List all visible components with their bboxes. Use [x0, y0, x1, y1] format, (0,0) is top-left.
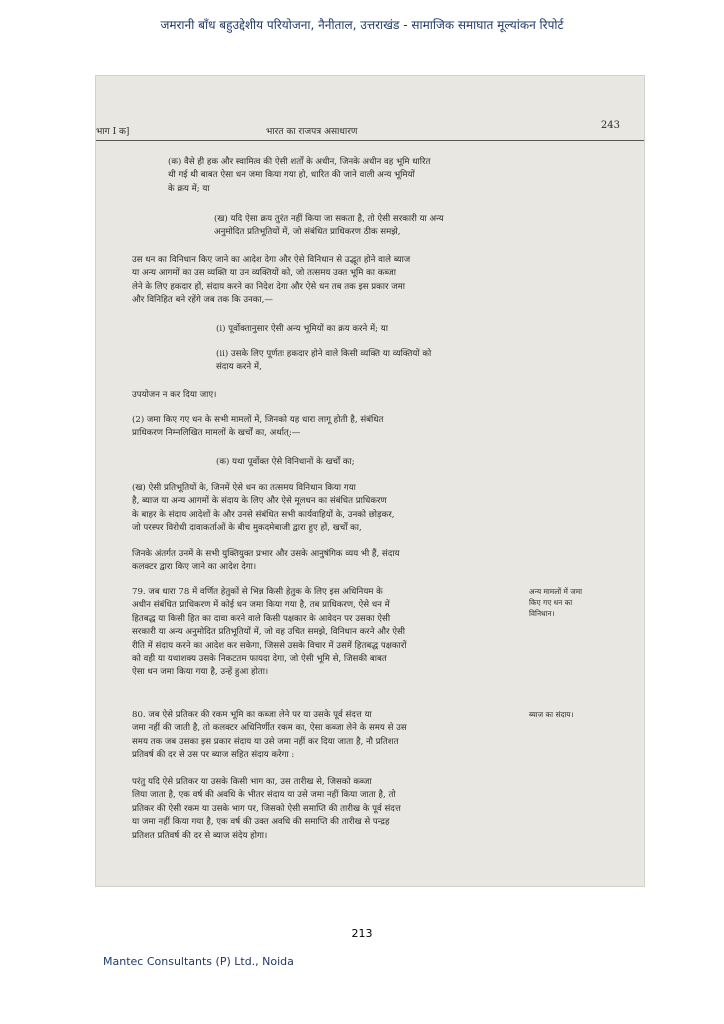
- text-line: है, ब्याज या अन्य आगमों के संदाय के लिए और ऐसे मूलधन का संबंधित प्राधिकरण: [132, 496, 387, 507]
- margin-note-line: किए गए धन का: [529, 598, 573, 607]
- text-line: या जमा नहीं किया गया है, एक वर्ष की उक्त अवधि की समाप्ति की तारीख से पन्द्रह: [132, 817, 390, 828]
- text-line: (ii) उसके लिए पूर्णतः हकदार होने वाले किसी व्यक्ति या व्यक्तियों को: [216, 349, 432, 359]
- text-line: अधीन संबंधित प्राधिकरण में कोई धन जमा किया गया है, तब प्राधिकरण, ऐसे धन में: [132, 600, 390, 611]
- text-line: परंतु यदि ऐसे प्रतिकर या उसके किसी भाग का, उस तारीख से, जिसको कब्जा: [132, 777, 372, 787]
- text-line: प्राधिकरण निम्नलिखित मामलों के खर्चों का, अर्थात्:—: [132, 428, 301, 439]
- text-line: या अन्य आगमों का उस व्यक्ति या उन व्यक्तियों को, जो तत्समय उक्त भूमि का कब्जा: [132, 268, 396, 279]
- text-line: को वही या यथाशक्य उसके निकटतम फायदा देगा, जो ऐसी भूमि से, जिसकी बाबत: [132, 654, 387, 665]
- gazette-page-number: 243: [600, 120, 620, 131]
- gazette-title: भारत का राजपत्र असाधारण: [266, 127, 358, 137]
- text-line: थी गई थी बाबत ऐसा धन जमा किया गया हो, धारित की जाने वाली अन्य भूमियों: [168, 170, 415, 181]
- text-line: (क) वैसे ही हक और स्वामित्व की ऐसी शर्तों के अधीन, जिनके अधीन वह भूमि धारित: [168, 157, 431, 167]
- paragraph-1: [214, 213, 644, 240]
- margin-note-line: विनिधान।: [529, 609, 555, 618]
- text-line: अनुमोदित प्रतिभूतियों में, जो संबंधित प्राधिकरण ठीक समझे,: [214, 227, 401, 238]
- gazette-header: [96, 120, 644, 141]
- margin-note-line: ब्याज का संदाय।: [529, 710, 574, 719]
- text-line: उस धन का विनिधान किए जाने का आदेश देगा और ऐसे विनिधान से उद्भूत होने वाले ब्याज: [132, 255, 411, 265]
- paragraph-2: [132, 254, 562, 308]
- text-line: संदाय करने में,: [216, 362, 262, 373]
- text-line: (2) जमा किए गए धन के सभी मामलों में, जिनको यह धारा लागू होती है, संबंधित: [132, 415, 384, 425]
- paragraph-5: [132, 389, 562, 402]
- text-line: लेने के लिए हकदार हों, संदाय करने का निदेश देगा और ऐसे धन तब तक इस प्रकार जमा: [132, 281, 405, 292]
- paragraph-6: [132, 414, 562, 441]
- text-line: (ख) यदि ऐसा क्रय तुरंत नहीं किया जा सकता है, तो ऐसी सरकारी या अन्य: [214, 214, 444, 224]
- text-line: हितबद्ध या किसी हित का दावा करने वाले किसी पक्षकार के आवेदन पर उसका ऐसी: [132, 613, 391, 624]
- paragraph-3: [216, 323, 645, 336]
- page-number: 213: [351, 927, 373, 940]
- section-80: [132, 709, 562, 763]
- text-line: समय तक जब उसका इस प्रकार संदाय या उसे जमा नहीं कर दिया जाता है, नौ प्रतिशत: [132, 736, 399, 747]
- paragraph-4: [216, 348, 645, 375]
- gazette-part-label: भाग I क]: [96, 127, 130, 137]
- scanned-gazette-page: [95, 75, 645, 887]
- text-line: जमा नहीं की जाती है, तो कलक्टर अधिनिर्णीत रकम का, ऐसा कब्जा लेने के समय से उस: [132, 723, 407, 734]
- text-line: (ख) ऐसी प्रतिभूतियों के, जिनमें ऐसे धन का तत्समय विनिधान किया गया: [132, 483, 356, 493]
- paragraph-8: [132, 482, 562, 536]
- paragraph-9: [132, 548, 562, 575]
- margin-note-section-80: [529, 709, 637, 720]
- text-line: (i) पूर्वोक्तानुसार ऐसी अन्य भूमियों का क्रय करने में; या: [216, 324, 389, 334]
- text-line: प्रतिवर्ष की दर से उस पर ब्याज सहित संदाय करेगा :: [132, 750, 295, 761]
- text-line: कलक्टर द्वारा किए जाने का आदेश देगा।: [132, 562, 257, 573]
- text-line: 80. जब ऐसे प्रतिकर की रकम भूमि का कब्जा लेने पर या उसके पूर्व संदत्त या: [132, 710, 372, 720]
- text-line: और विनिहित बने रहेंगे जब तक कि उनका,—: [132, 295, 273, 306]
- document-header-title: जमरानी बाँध बहुउद्देशीय परियोजना, नैनीताल, उत्तराखंड - सामाजिक समाघात मूल्यांकन रिपोर्ट: [160, 18, 564, 32]
- text-line: रीति में संदाय करने का आदेश कर सकेगा, जिससे उसके विचार में उसमें हितबद्ध पक्षकारों: [132, 640, 407, 651]
- margin-note-section-79: [529, 586, 637, 619]
- section-80-proviso: [132, 776, 562, 843]
- text-line: (क) यथा पूर्वोक्त ऐसे विनिधानों के खर्चों का;: [216, 457, 355, 467]
- text-line: लिया जाता है, एक वर्ष की अवधि के भीतर संदाय या उसे जमा नहीं किया जाता है, तो: [132, 790, 396, 801]
- footer-company: Mantec Consultants (P) Ltd., Noida: [103, 955, 294, 968]
- margin-note-line: अन्य मामलों में जमा: [529, 587, 583, 596]
- text-line: जो परस्पर विरोधी दावाकर्ताओं के बीच मुकदमेबाजी द्वारा हुए हों, खर्चों का,: [132, 523, 362, 534]
- text-line: उपयोजन न कर दिया जाए।: [132, 390, 217, 400]
- text-line: ऐसा धन जमा किया गया है, उन्हें हुआ होता।: [132, 667, 269, 678]
- text-line: सरकारी या अन्य अनुमोदित प्रतिभूतियों में, जो वह उचित समझे, विनिधान करने और ऐसी: [132, 627, 406, 638]
- section-79: [132, 586, 562, 680]
- text-line: प्रतिकर की ऐसी रकम या उसके भाग पर, जिसको ऐसी समाप्ति की तारीख के पूर्व संदत्त: [132, 803, 401, 814]
- paragraph-7: [216, 456, 645, 469]
- text-line: प्रतिशत प्रतिवर्ष की दर से ब्याज संदेय होगा।: [132, 830, 268, 841]
- text-line: 79. जब धारा 78 में वर्णित हेतुकों से भिन्न किसी हेतुक के लिए इस अधिनियम के: [132, 587, 383, 597]
- text-line: के बाहर के संदाय आदेशों के और उनसे संबंधित सभी कार्यवाहियों के, उनको छोड़कर,: [132, 509, 395, 520]
- text-line: के क्रय में; या: [168, 183, 210, 194]
- paragraph-0: [168, 156, 598, 196]
- text-line: जिनके अंतर्गत उनमें के सभी युक्तियुक्त प्रभार और उसके आनुषंगिक व्यय भी हैं, संदाय: [132, 549, 400, 559]
